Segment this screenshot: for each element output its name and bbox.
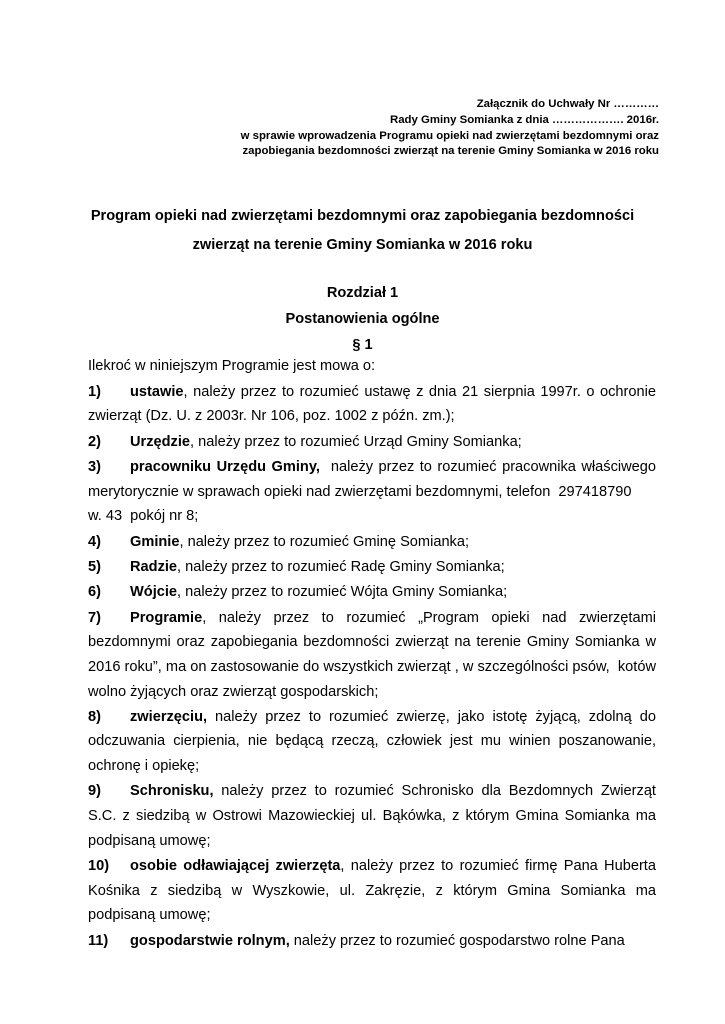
paragraph-symbol: § 1 — [352, 337, 373, 353]
item-text-continuation: w. 43 pokój nr 8; — [88, 508, 199, 525]
item-term: zwierzęciu, — [130, 708, 208, 725]
list-item — [88, 606, 661, 704]
list-item — [88, 929, 656, 954]
list-item — [88, 779, 661, 853]
item-number: 4) — [88, 533, 101, 550]
item-term: Urzędzie — [130, 433, 191, 450]
list-item — [88, 555, 656, 580]
title-line-1: Program opieki nad zwierzętami bezdomnymi oraz zapobiegania bezdomności — [90, 208, 635, 224]
item-text: , należy przez to rozumieć Radę Gminy Somianka; — [177, 558, 505, 575]
item-number: 8) — [88, 708, 101, 725]
list-item — [88, 380, 661, 429]
item-text: , należy przez to rozumieć Urząd Gminy Somianka; — [190, 433, 522, 450]
definition-list — [88, 380, 661, 954]
item-term: Wójcie — [130, 584, 178, 601]
title-line-2: zwierząt na terenie Gminy Somianka w 2016 roku — [192, 237, 533, 253]
item-term: Gminie — [130, 533, 180, 550]
list-item — [88, 580, 656, 605]
item-text: , należy przez to rozumieć Wójta Gminy Somianka; — [177, 584, 508, 601]
item-term: Schronisku, — [130, 783, 214, 800]
item-number: 7) — [88, 609, 101, 626]
item-term: Programie — [130, 609, 203, 626]
item-text: należy przez to rozumieć pracownika właściwego merytorycznie w sprawach opieki nad zwierzętami bezdomnymi, telefon 297418790 — [88, 458, 661, 500]
chapter-label: Rozdział 1 — [326, 285, 399, 301]
item-term: Radzie — [130, 558, 178, 575]
annex-line-2: Rady Gminy Somianka z dnia ………………. 2016r. — [389, 113, 659, 126]
list-item — [88, 705, 661, 779]
item-number: 3) — [88, 458, 101, 475]
item-term: pracowniku Urzędu Gminy, — [130, 458, 320, 475]
item-term: ustawie — [130, 383, 184, 400]
item-text: , należy przez to rozumieć ustawę z dnia 21 sierpnia 1997r. o ochronie zwierząt (Dz. U. z 2003r. Nr 106, poz. 1002 z późn. zm.); — [88, 383, 661, 425]
chapter-name: Postanowienia ogólne — [285, 311, 440, 327]
item-number: 9) — [88, 783, 101, 800]
item-number: 1) — [88, 383, 101, 400]
item-text: , należy przez to rozumieć Gminę Somianka; — [179, 533, 470, 550]
list-item — [88, 430, 656, 455]
item-term: osobie odławiającej zwierzęta — [130, 858, 341, 875]
item-text: należy przez to rozumieć zwierzę, jako istotę żyjącą, zdolną do odczuwania cierpienia, nie będącą rzeczą, człowiek jest mu winien poszanowanie, ochronę i opiekę; — [88, 708, 661, 775]
annex-line-4: zapobiegania bezdomności zwierząt na terenie Gminy Somianka w 2016 roku — [242, 145, 659, 158]
item-number: 6) — [88, 584, 101, 601]
item-number: 5) — [88, 558, 101, 575]
list-item — [88, 455, 661, 529]
list-item — [88, 854, 661, 928]
item-number: 11) — [88, 932, 109, 949]
annex-header — [59, 97, 659, 160]
item-text: , należy przez to rozumieć firmę Pana Huberta Kośnika z siedzibą w Wyszkowie, ul. Zakręzie, z którym Gmina Somianka ma podpisaną umowę; — [88, 858, 661, 924]
item-text: należy przez to rozumieć Schronisko dla Bezdomnych Zwierząt S.C. z siedzibą w Ostrowi Mazowieckiej ul. Bąkówka, z którym Gmina Somianka ma podpisaną umowę; — [88, 783, 661, 849]
list-item — [88, 530, 656, 555]
item-text: należy przez to rozumieć gospodarstwo rolne Pana — [289, 932, 625, 949]
item-term: gospodarstwie rolnym, — [130, 932, 290, 949]
item-text: , należy przez to rozumieć „Program opieki nad zwierzętami bezdomnymi oraz zapobiegania bezdomności zwierząt na terenie Gminy Somianka w 2016 roku”, ma on zastosowanie do wszystkich zwierząt , w szczególności psów, kotów wolno żyjących oraz zwierząt gospodarskich; — [88, 609, 661, 700]
item-number: 2) — [88, 433, 101, 450]
document-body — [88, 354, 661, 954]
chapter-heading — [66, 280, 659, 358]
document-title — [66, 202, 659, 260]
annex-line-1: Załącznik do Uchwały Nr ………… — [476, 98, 659, 110]
item-number: 10) — [88, 858, 110, 875]
intro-text: Ilekroć w niniejszym Programie jest mowa o: — [88, 358, 376, 374]
annex-line-3: w sprawie wprowadzenia Programu opieki nad zwierzętami bezdomnymi oraz — [240, 129, 659, 142]
